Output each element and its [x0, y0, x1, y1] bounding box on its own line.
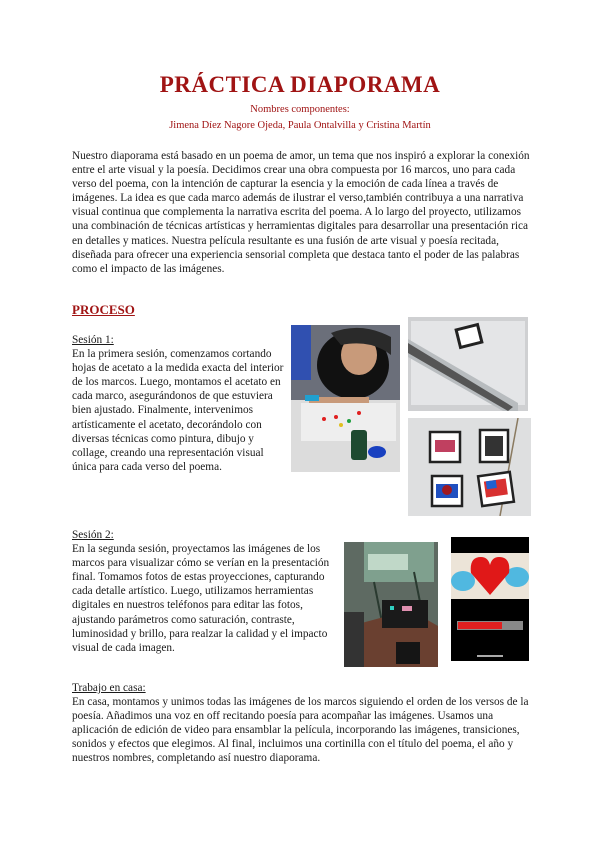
photo-four-decorated-frames	[408, 418, 531, 516]
photo-frame-and-ruler	[408, 317, 528, 411]
session-1-title: Sesión 1:	[72, 334, 114, 346]
process-heading: PROCESO	[72, 302, 135, 317]
session-1-text: En la primera sesión, comenzamos cortando hojas de acetato a la medida exacta del interior de los marcos. Luego, montamos el acetato en cada marco, asegurándonos de que estuviera bien ajustado. Finalmente, intervenimos artísticamente el acetato, decorándolo con diversas técnicas como pintura, dibujo y collage, creando una representación visual única para cada verso del poema.	[72, 348, 284, 473]
photo-phone-editing-heart	[451, 537, 529, 661]
photo-student-painting-acetate	[291, 325, 400, 472]
page-title: PRÁCTICA DIAPORAMA	[159, 72, 441, 97]
components-names: Jimena Díez Nagore Ojeda, Paula Ontalvilla y Cristina Martín	[169, 120, 431, 131]
home-work-title: Trabajo en casa:	[72, 682, 146, 694]
session-2-text: En la segunda sesión, proyectamos las imágenes de los marcos para visualizar cómo se verían en la presentación final. Tomamos fotos de estas proyecciones, capturando cada detalle artístico. Luego, utilizamos herramientas digitales en nuestros teléfonos para editar las fotos, ajustando parámetros como saturación, contraste, luminosidad y brillo, para realzar la calidad y el impacto visual de cada imagen.	[72, 543, 330, 654]
session-1-block	[72, 333, 287, 474]
session-2-block	[72, 528, 338, 655]
intro-paragraph: Nuestro diaporama está basado en un poema de amor, un tema que nos inspiró a explorar la conexión entre el arte visual y la poesía. Decidimos crear una obra compuesta por 16 marcos, uno para cada verso del poema, con la intención de capturar la esencia y la emoción de cada línea a través de imágenes. La idea es que cada marco además de ilustrar el verso,también contribuya a una narrativa visual continua que complementa la narrativa escrita del poema. A lo largo del proyecto, utilizamos una combinación de técnicas artísticas y herramientas digitales para desarrollar una presentación rica en detalles y matices. Nuestra película resultante es una fusión de arte visual y poesía recitada, diseñada para ofrecer una experiencia sensorial completa que destaca tanto el poder de las palabras como el impacto de las imágenes.	[72, 150, 530, 275]
session-2-title: Sesión 2:	[72, 529, 114, 541]
home-work-block	[72, 681, 534, 766]
home-work-text: En casa, montamos y unimos todas las imágenes de los marcos siguiendo el orden de los versos de la poesía. Añadimos una voz en off recitando poesía para acompañar las imágenes. Usamos una aplicación de edición de video para ensamblar la película, incorporando las imágenes, transiciones, sonidos y efectos que elegimos. Al final, incluimos una cortinilla con el título del poema, el año y nuestros nombres, completando así nuestro diaporama.	[72, 696, 529, 765]
components-label: Nombres componentes:	[250, 104, 350, 115]
photo-slide-projector	[344, 542, 438, 667]
